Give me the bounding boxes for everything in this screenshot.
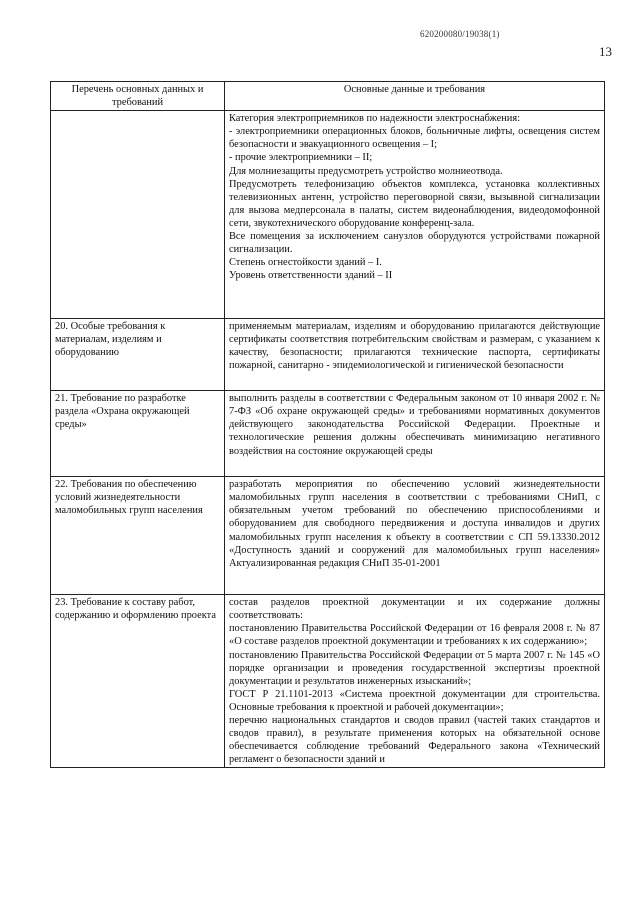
row-content: [225, 111, 605, 319]
table-row: [51, 111, 605, 319]
row-label: 23. Требование к составу работ, содержанию и оформлению проекта: [51, 595, 225, 768]
row-content: [225, 595, 605, 768]
content-paragraph: постановлению Правительства Российской Федерации от 5 марта 2007 г. № 145 «О порядке организации и проведения государственной экспертизы проектной документации и результатов инженерных изысканий»;: [229, 649, 600, 687]
row-label: 22. Требования по обеспечению условий жизнедеятельности маломобильных групп населения: [51, 477, 225, 595]
table-row: [51, 595, 605, 768]
content-paragraph: - прочие электроприемники – II;: [229, 152, 373, 164]
content-paragraph: постановлению Правительства Российской Федерации от 16 февраля 2008 г. № 87 «О составе разделов проектной документации и требованиях к их содержанию»;: [229, 623, 600, 648]
requirements-table: [50, 81, 605, 768]
content-paragraph: разработать мероприятия по обеспечению условий жизнедеятельности маломобильных групп населения в соответствии с требованиями СНиП, с обязательным учетом требований по обеспечению приспособлениями и оборудованием для свободного передвижения и доступа инвалидов и других маломобильных групп населения к объекту в соответствии с СП 59.13330.2012 «Доступность зданий и сооружений для маломобильных групп населения» Актуализированная редакция СНиП 35-01-2001: [229, 479, 600, 569]
content-paragraph: выполнить разделы в соответствии с Федеральным законом от 10 января 2002 г. № 7-ФЗ «Об охране окружающей среды» и требованиями нормативных документов действующего законодательства Российской Федерации. Проектные и технологические решения должны обеспечивать минимизацию негативного воздействия на состояние окружающей среды: [229, 393, 600, 457]
row-content: [225, 391, 605, 477]
content-paragraph: Категория электроприемников по надежности электроснабжения:: [229, 113, 520, 125]
content-paragraph: Для молниезащиты предусмотреть устройство молниеотвода.: [229, 165, 503, 177]
page-number: 13: [599, 44, 612, 59]
content-paragraph: Степень огнестойкости зданий – I.: [229, 257, 382, 269]
content-paragraph: перечню национальных стандартов и сводов правил (частей таких стандартов и сводов правил), в результате применения которых на обязательной основе обеспечивается соблюдение требований Федерального закона «Технический регламент о безопасности зданий и: [229, 715, 600, 766]
document-id: 620200080/19038(1): [420, 29, 500, 39]
table-row: [51, 391, 605, 477]
table-row: [51, 477, 605, 595]
table-header-row: [51, 82, 605, 111]
table-row: [51, 319, 605, 391]
content-paragraph: - электроприемники операционных блоков, больничные лифты, освещения систем безопасности и эвакуационного освещения – I;: [229, 126, 600, 151]
column-header-list: Перечень основных данных и требований: [51, 82, 225, 111]
content-paragraph: Все помещения за исключением санузлов оборудуются устройствами пожарной сигнализации.: [229, 231, 600, 256]
row-label: 20. Особые требования к материалам, изделиям и оборудованию: [51, 319, 225, 391]
content-paragraph: состав разделов проектной документации и их содержание должны соответствовать:: [229, 597, 600, 622]
row-label: [51, 111, 225, 319]
column-header-data: Основные данные и требования: [225, 82, 605, 111]
content-paragraph: Уровень ответственности зданий – II: [229, 270, 393, 282]
content-paragraph: Предусмотреть телефонизацию объектов комплекса, установка коллективных телевизионных антенн, устройство переговорной связи, вызывной сигнализации для вызова медперсонала в палаты, систем видеонаблюдения, видеодомофонной сети, звукотехнического оборудование конференц-зала.: [229, 178, 600, 229]
row-label: 21. Требование по разработке раздела «Охрана окружающей среды»: [51, 391, 225, 477]
row-content: [225, 477, 605, 595]
content-paragraph: применяемым материалам, изделиям и оборудованию прилагаются действующие сертификаты соответствия потребительским свойствам и размерам, с указанием к качеству, безопасности; прилагаются технические паспорта, сертификаты пожарной, санитарно - эпидемиологической и гигиенической безопасности: [229, 321, 600, 372]
row-content: [225, 319, 605, 391]
content-paragraph: ГОСТ Р 21.1101-2013 «Система проектной документации для строительства. Основные требования к проектной и рабочей документации»;: [229, 688, 600, 713]
